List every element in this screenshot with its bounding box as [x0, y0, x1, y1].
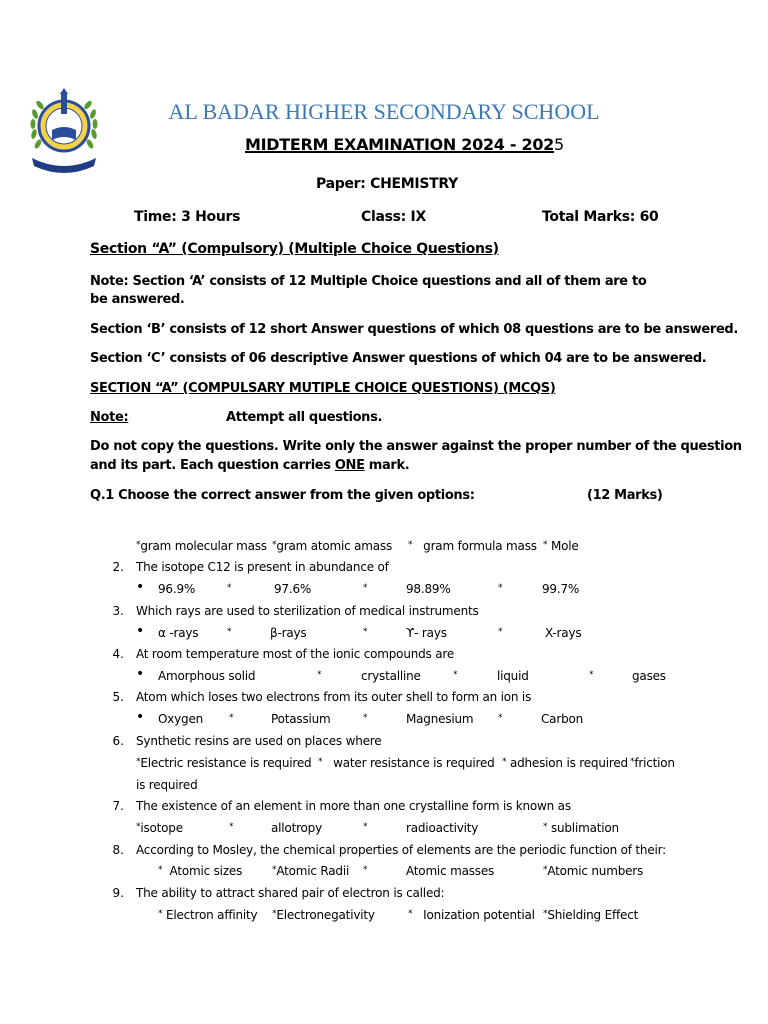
- q2-option-d: 99.7%: [542, 582, 580, 596]
- q7-option-c: radioactivity: [406, 821, 479, 835]
- exam-class: Class: IX: [361, 209, 426, 225]
- q9-number: 9.: [112, 886, 124, 900]
- q5-star-c: *: [363, 713, 368, 723]
- q8-option-b: *Atomic Radii: [272, 864, 350, 878]
- q5-option-a: Oxygen: [158, 712, 204, 726]
- q4-option-d: gases: [632, 669, 666, 683]
- instruction-one-mark: ONE: [334, 458, 365, 473]
- q8-text: According to Mosley, the chemical properties of elements are the periodic function of their:: [136, 843, 667, 857]
- note-section-c: Section ‘C’ consists of 06 descriptive Answer questions of which 04 are to be answered.: [90, 351, 707, 366]
- note-section-a: Note: Section ‘A’ consists of 12 Multiple Choice questions and all of them are to be answered.: [90, 274, 647, 307]
- q9-option-a: * Electron affinity: [158, 908, 258, 922]
- q9-text: The ability to attract shared pair of electron is called:: [136, 886, 445, 900]
- q4-bullet: •: [136, 666, 145, 682]
- exam-title-main: MIDTERM EXAMINATION 2024 - 202: [245, 135, 555, 154]
- q4-text: At room temperature most of the ionic compounds are: [136, 647, 455, 661]
- q2-bullet: •: [136, 579, 145, 595]
- q6-option-d: *friction: [630, 756, 675, 770]
- school-logo-emblem: [24, 84, 104, 176]
- q7-text: The existence of an element in more than one crystalline form is known as: [136, 799, 571, 813]
- q3-star-c: *: [363, 627, 368, 637]
- instruction-text: and its part. Each question carries: [90, 458, 335, 473]
- q9-option-c: * Ionization potential: [408, 908, 535, 922]
- q3-star-b: *: [227, 627, 232, 637]
- q2-star-d: *: [498, 583, 503, 593]
- q8-star-c: *: [363, 865, 368, 875]
- q9-option-b: *Electronegativity: [272, 908, 375, 922]
- q4-star-c: *: [453, 670, 458, 680]
- q6-text: Synthetic resins are used on places where: [136, 734, 382, 748]
- instruction-line-1: Do not copy the questions. Write only the answer against the proper number of the question: [90, 439, 742, 454]
- q2-option-b: 97.6%: [274, 582, 312, 596]
- q1-marks: (12 Marks): [587, 488, 663, 503]
- q5-star-d: *: [498, 713, 503, 723]
- q9-option-d: *Shielding Effect: [543, 908, 639, 922]
- q4-option-c: liquid: [497, 669, 529, 683]
- q3-number: 3.: [112, 604, 124, 618]
- exam-title-tail: 5: [554, 135, 564, 154]
- q4-star-d: *: [589, 670, 594, 680]
- q5-option-b: Potassium: [271, 712, 331, 726]
- note-section-b: Section ‘B’ consists of 12 short Answer questions of which 08 questions are to be answered.: [90, 322, 738, 337]
- paper-subject: Paper: CHEMISTRY: [316, 176, 458, 192]
- q2-star-c: *: [363, 583, 368, 593]
- q3-text: Which rays are used to sterilization of medical instruments: [136, 604, 479, 618]
- q8-option-d: *Atomic numbers: [543, 864, 644, 878]
- q7-star-c: *: [363, 822, 368, 832]
- q7-option-d: * sublimation: [543, 821, 619, 835]
- q2-option-c: 98.89%: [406, 582, 451, 596]
- q1-option-a: *gram molecular mass: [136, 539, 267, 553]
- q3-option-d: X-rays: [545, 626, 582, 640]
- q2-text: The isotope C12 is present in abundance of: [136, 560, 389, 574]
- q5-text: Atom which loses two electrons from its outer shell to form an ion is: [136, 690, 532, 704]
- q8-option-c: Atomic masses: [406, 864, 495, 878]
- q5-option-d: Carbon: [541, 712, 584, 726]
- q2-number: 2.: [112, 560, 124, 574]
- q6-option-c: * adhesion is required: [502, 756, 628, 770]
- mcq-section-heading: SECTION “A” (COMPULSARY MUTIPLE CHOICE QUESTIONS) (MCQS): [90, 381, 556, 396]
- note-label: Note:: [90, 410, 129, 425]
- q8-number: 8.: [112, 843, 124, 857]
- q1-option-d: * Mole: [543, 539, 579, 553]
- q4-star-b: *: [317, 670, 322, 680]
- q3-star-d: *: [498, 627, 503, 637]
- q5-option-c: Magnesium: [406, 712, 474, 726]
- instruction-line-2: [90, 457, 409, 475]
- school-name: AL BADAR HIGHER SECONDARY SCHOOL: [168, 99, 600, 124]
- q4-number: 4.: [112, 647, 124, 661]
- q6-option-a: *Electric resistance is required: [136, 756, 312, 770]
- q2-option-a: 96.9%: [158, 582, 196, 596]
- total-marks: Total Marks: 60: [542, 209, 659, 225]
- q6-option-b: * water resistance is required: [318, 756, 495, 770]
- q1-option-c: * gram formula mass: [408, 539, 537, 553]
- exam-time: Time: 3 Hours: [134, 209, 241, 225]
- q1-option-b: *gram atomic amass: [272, 539, 393, 553]
- q7-number: 7.: [112, 799, 124, 813]
- exam-title: [245, 135, 564, 154]
- q5-number: 5.: [112, 690, 124, 704]
- instruction-mark: mark.: [364, 458, 410, 473]
- q6-option-d-wrap: is required: [136, 778, 198, 792]
- q3-option-a: α -rays: [158, 626, 199, 640]
- q2-star-b: *: [227, 583, 232, 593]
- q4-option-a: Amorphous solid: [158, 669, 256, 683]
- q3-option-b: β-rays: [270, 626, 307, 640]
- q5-bullet: •: [136, 709, 145, 725]
- q3-bullet: •: [136, 623, 145, 639]
- q3-option-c: ϒ- rays: [406, 626, 447, 640]
- q7-option-a: *isotope: [136, 821, 183, 835]
- q8-option-a: * Atomic sizes: [158, 864, 243, 878]
- q5-star-b: *: [229, 713, 234, 723]
- q1-prompt: Q.1 Choose the correct answer from the given options:: [90, 488, 475, 503]
- q7-star-b: *: [229, 822, 234, 832]
- q7-option-b: allotropy: [271, 821, 322, 835]
- q6-number: 6.: [112, 734, 124, 748]
- note-attempt-all: Attempt all questions.: [226, 410, 383, 425]
- q4-option-b: crystalline: [361, 669, 421, 683]
- section-a-title: Section “A” (Compulsory) (Multiple Choice Questions): [90, 241, 499, 257]
